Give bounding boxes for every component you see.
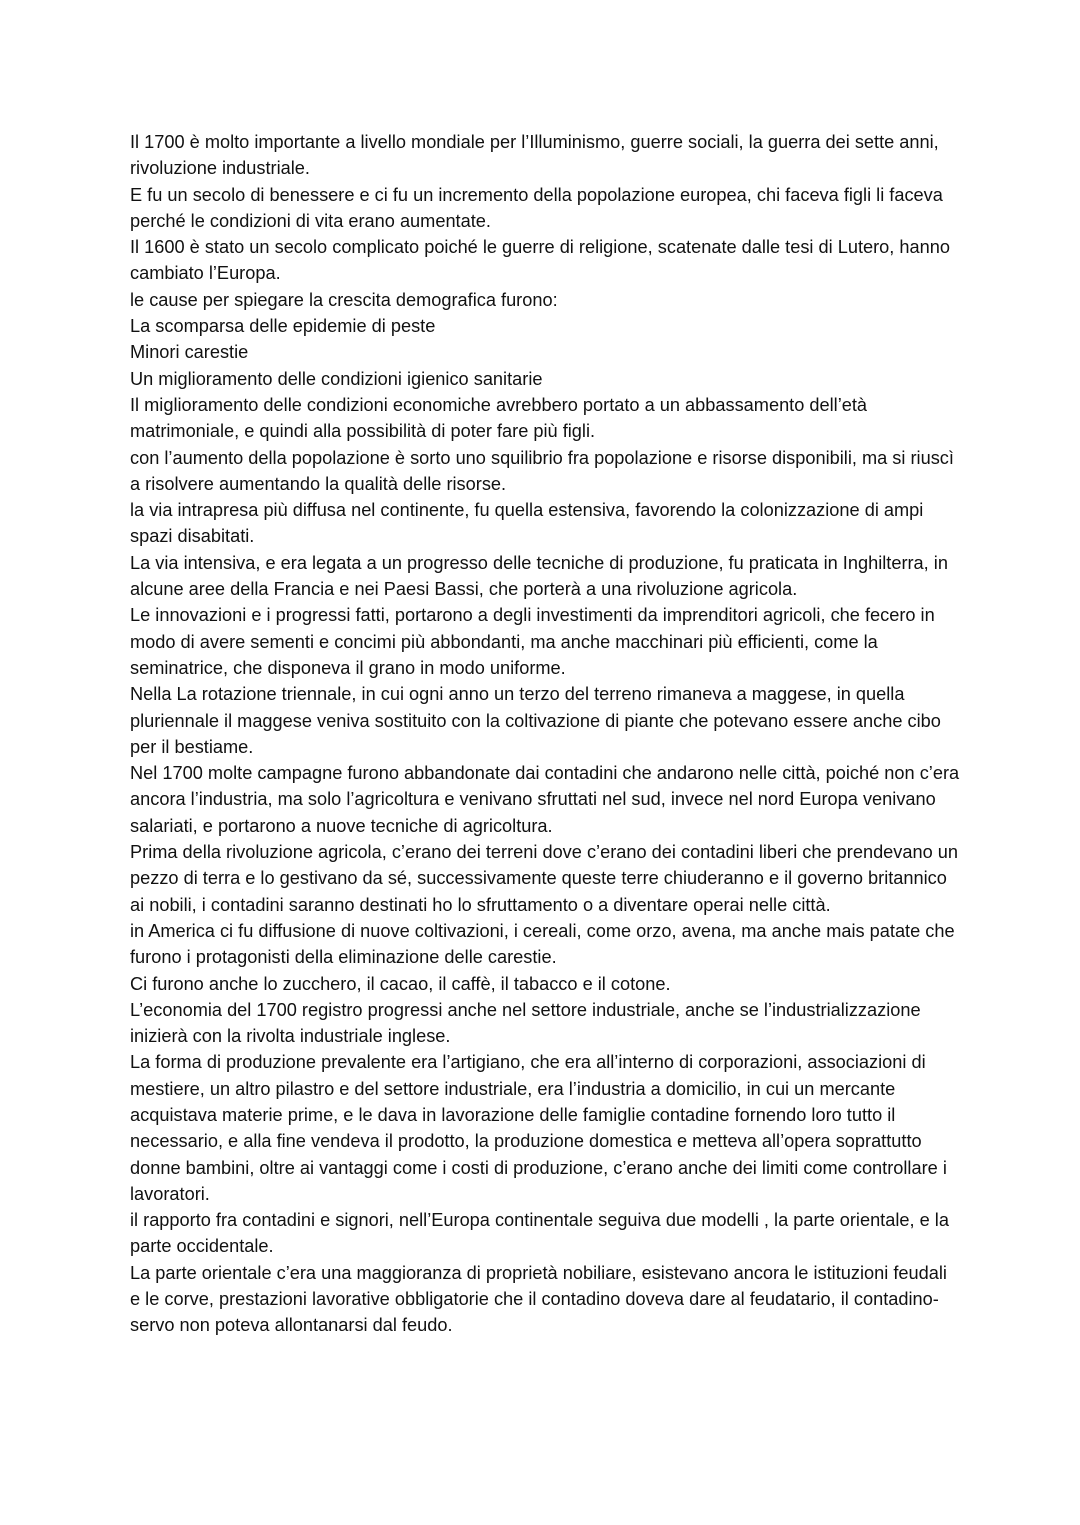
paragraph: le cause per spiegare la crescita demografica furono: [130,289,558,310]
paragraph: Il miglioramento delle condizioni economiche avrebbero portato a un abbassamento dell’età matrimoniale, e quindi alla possibilità di poter fare più figli. [130,394,868,442]
paragraph: Un miglioramento delle condizioni igienico sanitarie [130,368,543,389]
paragraph: Minori carestie [130,342,249,363]
paragraph: L’economia del 1700 registro progressi anche nel settore industriale, anche se l’industrializzazione inizierà con la rivolta industriale inglese. [130,999,921,1047]
paragraph: La scomparsa delle epidemie di peste [130,316,436,337]
paragraph: in America ci fu diffusione di nuove coltivazioni, i cereali, come orzo, avena, ma anche mais patate che furono i protagonisti della eliminazione delle carestie. [130,920,955,968]
paragraph: con l’aumento della popolazione è sorto uno squilibrio fra popolazione e risorse disponibili, ma si riuscì a risolvere aumentando la qualità delle risorse. [130,447,954,494]
paragraph: Il 1700 è molto importante a livello mondiale per l’Illuminismo, guerre sociali, la guerra dei sette anni, rivoluzione industriale. [130,132,939,179]
paragraph: La parte orientale c’era una maggioranza di proprietà nobiliare, esistevano ancora le istituzioni feudali e le corve, prestazioni lavorative obbligatorie che il contadino doveva dare al feudatario, il contadino-servo non poteva allontanarsi dal feudo. [130,1262,947,1336]
paragraph: Prima della rivoluzione agricola, c’erano dei terreni dove c’erano dei contadini liberi che prendevano un pezzo di terra e lo gestivano da sé, successivamente queste terre chiuderanno e il governo britannico ai nobili, i contadini saranno destinati ho lo sfruttamento o a diventare operai nelle città. [130,842,959,915]
paragraph: Le innovazioni e i progressi fatti, portarono a degli investimenti da imprenditori agricoli, che fecero in modo di avere sementi e concimi più abbondanti, ma anche macchinari più efficienti, come la seminatrice, che disponeva il grano in modo uniforme. [130,605,935,678]
paragraph: la via intrapresa più diffusa nel continente, fu quella estensiva, favorendo la colonizzazione di ampi spazi disabitati. [130,500,924,547]
paragraph: La via intensiva, e era legata a un progresso delle tecniche di produzione, fu praticata in Inghilterra, in alcune aree della Francia e nei Paesi Bassi, che porterà a una rivoluzione agricola. [130,552,948,600]
paragraph: Nella La rotazione triennale, in cui ogni anno un terzo del terreno rimaneva a maggese, in quella pluriennale il maggese veniva sostituito con la coltivazione di piante che potevano essere anche cibo per il bestiame. [130,684,941,757]
paragraph: il rapporto fra contadini e signori, nell’Europa continentale seguiva due modelli , la parte orientale, e la parte occidentale. [130,1210,949,1257]
paragraph: E fu un secolo di benessere e ci fu un incremento della popolazione europea, chi faceva figli li faceva perché le condizioni di vita erano aumentate. [130,184,943,231]
paragraph: La forma di produzione prevalente era l’artigiano, che era all’interno di corporazioni, associazioni di mestiere, un altro pilastro e del settore industriale, era l’industria a domicilio, in cui un mercante acquistava materie prime, e le dava in lavorazione delle famiglie contadine fornendo loro tutto il necessario, e alla fine vendeva il prodotto, la produzione domestica e metteva all’opera soprattutto donne bambini, oltre ai vantaggi come i costi di produzione, c’erano anche dei limiti come controllare i lavoratori. [130,1052,947,1204]
paragraph: Nel 1700 molte campagne furono abbandonate dai contadini che andarono nelle città, poiché non c’era ancora l’industria, ma solo l’agricoltura e venivano sfruttati nel sud, invece nel nord Europa venivano salariati, e portarono a nuove tecniche di agricoltura. [130,763,960,836]
document-body [130,129,960,1339]
paragraph: Ci furono anche lo zucchero, il cacao, il caffè, il tabacco e il cotone. [130,973,671,994]
paragraph: Il 1600 è stato un secolo complicato poiché le guerre di religione, scatenate dalle tesi di Lutero, hanno cambiato l’Europa. [130,237,950,284]
